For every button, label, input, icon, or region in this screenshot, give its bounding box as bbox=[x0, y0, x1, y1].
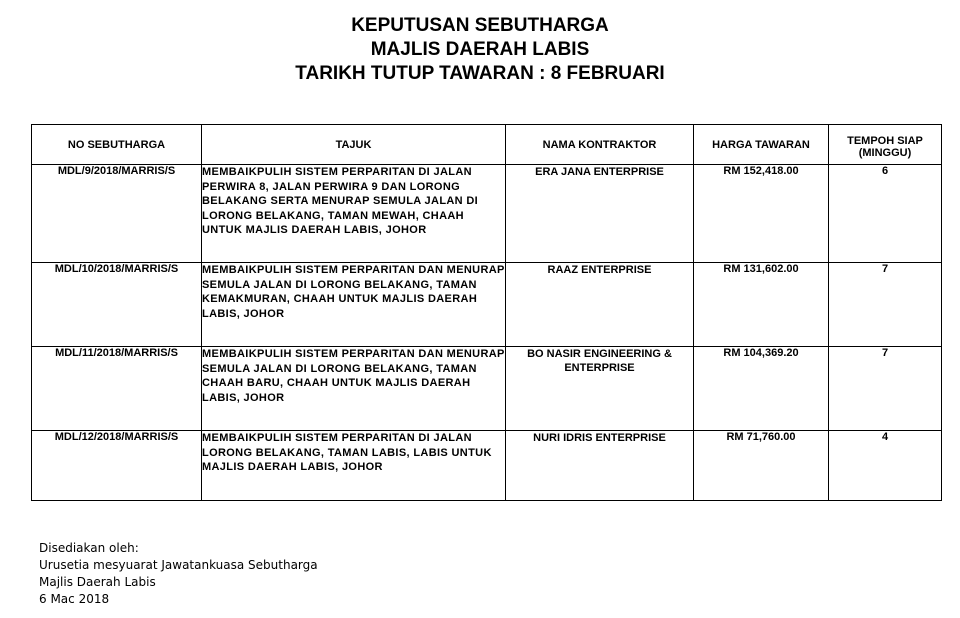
document-title: KEPUTUSAN SEBUTHARGA bbox=[351, 15, 609, 36]
council-footer-name: Majlis Daerah Labis bbox=[39, 575, 156, 589]
cell-tajuk: MEMBAIKPULIH SISTEM PERPARITAN DAN MENURAP SEMULA JALAN DI LORONG BELAKANG, TAMAN CHAAH BARU, CHAAH UNTUK MAJLIS DAERAH LABIS, JOHOR bbox=[202, 347, 506, 431]
cell-harga: RM 71,760.00 bbox=[694, 431, 829, 501]
table-row bbox=[32, 431, 942, 501]
closing-date: TARIKH TUTUP TAWARAN : 8 FEBRUARI bbox=[295, 63, 665, 84]
cell-tajuk: MEMBAIKPULIH SISTEM PERPARITAN DI JALAN LORONG BELAKANG, TAMAN LABIS, LABIS UNTUK MAJLIS DAERAH LABIS, JOHOR bbox=[202, 431, 506, 501]
council-name: MAJLIS DAERAH LABIS bbox=[370, 39, 590, 60]
table-header-row bbox=[32, 125, 942, 165]
column-header-tempoh-label: TEMPOH SIAP (MINGGU) bbox=[847, 135, 923, 159]
cell-kontraktor: ERA JANA ENTERPRISE bbox=[506, 165, 694, 263]
cell-tempoh: 4 bbox=[829, 431, 942, 501]
column-header-harga: HARGA TAWARAN bbox=[694, 125, 829, 165]
cell-harga: RM 152,418.00 bbox=[694, 165, 829, 263]
footer-date: 6 Mac 2018 bbox=[39, 592, 110, 606]
column-header-no: NO SEBUTHARGA bbox=[32, 125, 202, 165]
table-row bbox=[32, 263, 942, 347]
cell-harga: RM 104,369.20 bbox=[694, 347, 829, 431]
column-header-kontraktor: NAMA KONTRAKTOR bbox=[506, 125, 694, 165]
cell-tempoh: 6 bbox=[829, 165, 942, 263]
table-row bbox=[32, 165, 942, 263]
cell-kontraktor: RAAZ ENTERPRISE bbox=[506, 263, 694, 347]
cell-tempoh: 7 bbox=[829, 263, 942, 347]
cell-no: MDL/9/2018/MARRIS/S bbox=[32, 165, 202, 263]
cell-kontraktor: BO NASIR ENGINEERING & ENTERPRISE bbox=[506, 347, 694, 431]
table-row bbox=[32, 347, 942, 431]
document-header bbox=[0, 14, 960, 86]
cell-harga: RM 131,602.00 bbox=[694, 263, 829, 347]
document-footer bbox=[39, 540, 318, 608]
cell-tempoh: 7 bbox=[829, 347, 942, 431]
prepared-by-label: Disediakan oleh: bbox=[39, 541, 139, 555]
cell-no: MDL/12/2018/MARRIS/S bbox=[32, 431, 202, 501]
cell-no: MDL/11/2018/MARRIS/S bbox=[32, 347, 202, 431]
column-header-tempoh bbox=[829, 125, 942, 165]
cell-no: MDL/10/2018/MARRIS/S bbox=[32, 263, 202, 347]
column-header-tajuk: TAJUK bbox=[202, 125, 506, 165]
cell-tajuk: MEMBAIKPULIH SISTEM PERPARITAN DAN MENURAP SEMULA JALAN DI LORONG BELAKANG, TAMAN KEMAKMURAN, CHAAH UNTUK MAJLIS DAERAH LABIS, JOHOR bbox=[202, 263, 506, 347]
secretariat-name: Urusetia mesyuarat Jawatankuasa Sebutharga bbox=[39, 558, 318, 572]
tender-results-table bbox=[31, 124, 942, 501]
cell-tajuk: MEMBAIKPULIH SISTEM PERPARITAN DI JALAN PERWIRA 8, JALAN PERWIRA 9 DAN LORONG BELAKANG SERTA MENURAP SEMULA JALAN DI LORONG BELAKANG, TAMAN MEWAH, CHAAH UNTUK MAJLIS DAERAH LABIS, JOHOR bbox=[202, 165, 506, 263]
cell-kontraktor: NURI IDRIS ENTERPRISE bbox=[506, 431, 694, 501]
